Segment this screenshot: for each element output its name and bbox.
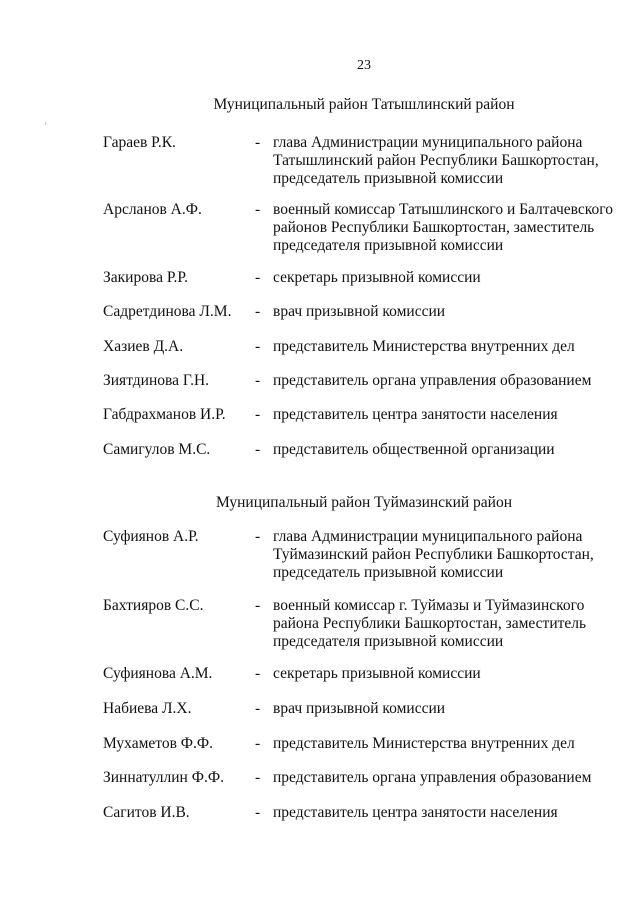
role-line: председатель призывной комиссии [273, 564, 504, 581]
member-name: Зиятдинова Г.Н. [103, 372, 210, 389]
member-name: Габдрахманов И.Р. [103, 406, 226, 423]
role-line: глава Администрации муниципального района [273, 528, 583, 545]
margin-mark [45, 122, 46, 125]
dash-separator: - [255, 769, 261, 786]
role-line: глава Администрации муниципального района [273, 134, 583, 151]
role-line: районов Республики Башкортостан, заместитель [273, 219, 595, 236]
member-role [273, 269, 633, 287]
member-role [273, 804, 633, 822]
member-role [273, 735, 633, 753]
role-line: Татышлинский район Республики Башкортостан, [273, 152, 599, 169]
role-line: представитель общественной организации [273, 441, 555, 458]
dash-separator: - [255, 338, 261, 355]
member-name: Хазиев Д.А. [103, 338, 184, 355]
member-role [273, 441, 633, 459]
dash-separator: - [255, 303, 261, 320]
dash-separator: - [255, 134, 261, 151]
role-line: представитель Министерства внутренних дел [273, 735, 575, 752]
role-line: врач призывной комиссии [273, 303, 446, 320]
section-heading-tuymazy: Муниципальный район Туймазинский район [215, 494, 513, 511]
role-line: представитель органа управления образованием [273, 769, 592, 786]
dash-separator: - [255, 201, 261, 218]
role-line: врач призывной комиссии [273, 700, 446, 717]
member-role [273, 338, 633, 356]
role-line: района Республики Башкортостан, заместитель [273, 615, 587, 632]
member-name: Самигулов М.С. [103, 441, 211, 458]
role-line: секретарь призывной комиссии [273, 665, 481, 682]
member-role [273, 406, 633, 424]
member-name: Мухаметов Ф.Ф. [103, 735, 214, 752]
role-line: представитель центра занятости населения [273, 804, 558, 821]
role-line: секретарь призывной комиссии [273, 269, 481, 286]
member-name: Закирова Р.Р. [103, 269, 188, 286]
member-role [273, 528, 633, 582]
section-heading-tatyshly: Муниципальный район Татышлинский район [213, 96, 515, 113]
member-role [273, 700, 633, 718]
member-name: Суфиянов А.Р. [103, 528, 199, 545]
role-line: военный комиссар г. Туймазы и Туймазинского [273, 597, 585, 614]
role-line: представитель центра занятости населения [273, 406, 558, 423]
role-line: представитель Министерства внутренних дел [273, 338, 575, 355]
dash-separator: - [255, 372, 261, 389]
member-role [273, 201, 633, 255]
role-line: председателя призывной комиссии [273, 633, 504, 650]
member-role [273, 134, 633, 188]
dash-separator: - [255, 665, 261, 682]
dash-separator: - [255, 528, 261, 545]
member-role [273, 372, 633, 390]
member-name: Бахтияров С.С. [103, 597, 204, 614]
member-name: Садретдинова Л.М. [103, 303, 232, 320]
member-role [273, 665, 633, 683]
member-name: Набиева Л.Х. [103, 700, 192, 717]
role-line: Туймазинский район Республики Башкортостан, [273, 546, 594, 563]
member-role [273, 597, 633, 651]
dash-separator: - [255, 700, 261, 717]
member-name: Суфиянова А.М. [103, 665, 213, 682]
dash-separator: - [255, 406, 261, 423]
role-line: председателя призывной комиссии [273, 237, 504, 254]
role-line: председатель призывной комиссии [273, 170, 504, 187]
dash-separator: - [255, 597, 261, 614]
dash-separator: - [255, 269, 261, 286]
member-name: Сагитов И.В. [103, 804, 190, 821]
dash-separator: - [255, 804, 261, 821]
member-name: Арсланов А.Ф. [103, 201, 202, 218]
page-number: 23 [357, 58, 371, 73]
member-role [273, 303, 633, 321]
member-role [273, 769, 633, 787]
role-line: представитель органа управления образованием [273, 372, 592, 389]
member-name: Зиннатуллин Ф.Ф. [103, 769, 224, 786]
dash-separator: - [255, 441, 261, 458]
dash-separator: - [255, 735, 261, 752]
role-line: военный комиссар Татышлинского и Балтачевского [273, 201, 613, 218]
member-name: Гараев Р.К. [103, 134, 176, 151]
